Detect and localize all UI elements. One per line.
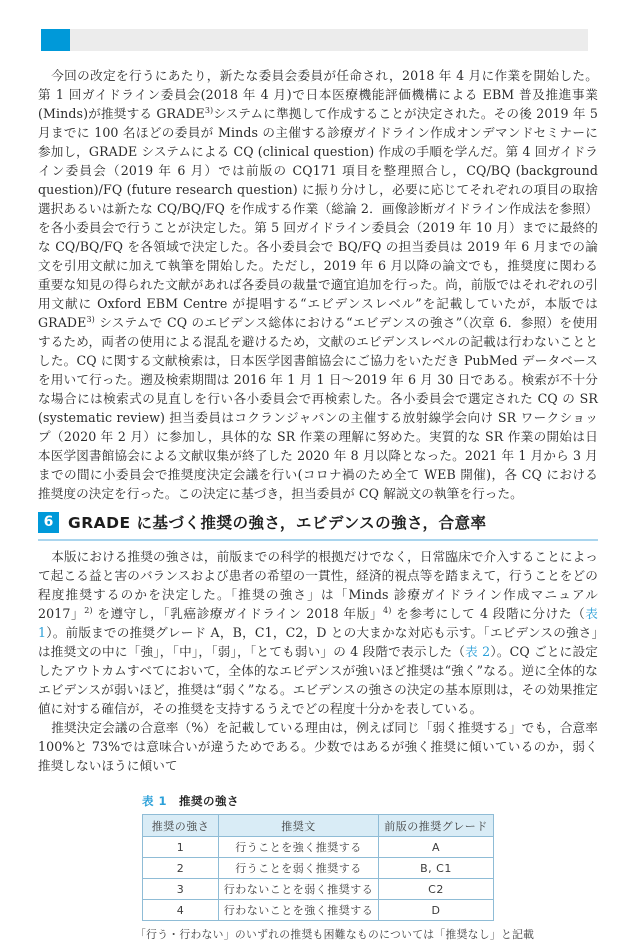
table-row: [143, 858, 494, 879]
paragraph-recommendation-strength: [38, 547, 598, 718]
paragraph-text: 推奨決定会議の合意率（%）を記載している理由は，例えば同じ「弱く推奨する」でも，合意率 100%と 73%では意味合いが違うためである。少数ではあるが強く推奨に傾いているのか，弱く推奨しないほうに傾いて: [38, 720, 598, 773]
cell-strength: 3: [143, 879, 219, 900]
paragraph-text: を遵守し，「乳癌診療ガイドライン 2018 年版」: [92, 606, 384, 621]
cell-strength: 4: [143, 900, 219, 921]
page-content: [38, 66, 598, 942]
cell-previous-grade: A: [379, 837, 494, 858]
paragraph-text: ）。前版までの推奨グレード A，B，C1，C2，D との大まかな対応も示す。「エビデンスの強さ」は推奨文の中に「強」，「中」，「弱」，「とても弱い」の 4 段階で表示した（: [38, 625, 598, 659]
paragraph-text: ）。CQ ごとに設定したアウトカムすべてにおいて，全体的なエビデンスが強いほど推奨は“強く”なる。逆に全体的なエビデンスが弱いほど，推奨は“弱く”なる。エビデンスの強さの決定の基本原則は，その効果推定値に対する確信が，その推奨を支持するうえでどの程度十分かを表している。: [38, 644, 598, 716]
section-title: GRADE に基づく推奨の強さ，エビデンスの強さ，合意率: [68, 514, 487, 532]
paragraph-agreement-rate: [38, 718, 598, 775]
header-accent-square: [41, 29, 70, 51]
paragraph-text: システムで CQ のエビデンス総体における“エビデンスの強さ”（次章 6．参照）を使用するため，両者の使用による混乱を避けるため，文献のエビデンスレベルの記載は行わないこととした。CQ に関する文献検索は，日本医学図書館協会にご協力をいただき PubMed データベースを用いて行った。遡及検索期間は 2016 年 1 月 1 日～2019 年 6 月 30 日である。検索が不十分な場合には検索式の見直しを行い各小委員会で再検索した。各小委員会で選定された CQ の SR (systematic review) 担当委員はコクランジャパンの主催する放射線学会向け SR ワークショップ（2020 年 2 月）に参加し，具体的な SR 作業の理解に努めた。実質的な SR 作業の開始は日本医学図書館協会による文献収集が終了した 2020 年 8 月以降となった。2021 年 1 月から 3 月までの間に小委員会で推奨度決定会議を行い(コロナ禍のため全て WEB 開催)，各 CQ における推奨度の決定を行った。この決定に基づき，担当委員が CQ 解説文の執筆を行った。: [38, 315, 598, 501]
citation-superscript: 3): [204, 105, 214, 115]
paragraph-text: 本版における推奨の強さは，前版までの科学的根拠だけでなく，日常臨床で介入することによって起こる益と害のバランスおよび患者の希望の一貫性，経済的視点等を踏まえて，行うことをどの程度推奨するのかを決定した。「推奨の強さ」は「Minds 診療ガイドライン作成マニュアル 2017」: [38, 549, 598, 621]
cell-statement: 行うことを弱く推奨する: [219, 858, 379, 879]
table-row: [143, 900, 494, 921]
table1-block: [135, 793, 535, 942]
recommendation-strength-table: [142, 814, 494, 921]
table-caption-title: 推奨の強さ: [179, 794, 240, 808]
cell-statement: 行わないことを強く推奨する: [219, 900, 379, 921]
table-row: [143, 837, 494, 858]
table-row: [143, 879, 494, 900]
cell-statement: 行わないことを弱く推奨する: [219, 879, 379, 900]
section-number-badge: 6: [38, 512, 59, 533]
paragraph-text: システムに準拠して作成することが決定された。その後 2019 年 5 月までに 100 名ほどの委員が Minds の主催する診療ガイドライン作成オンデマンドセミナーに参加し，GRADE システムによる CQ (clinical question) 作成の手順を学んだ。第 4 回ガイドライン委員会（2019 年 6 月）では前版の CQ171 項目を整理照合し，CQ/BQ (background question)/FQ (future research question) に振り分けし，必要に応じてそれぞれの項目の取捨選択あるいは新たな CQ/BQ/FQ を作成する作業（総論 2．画像診断ガイドライン作成法を参照）を各小委員会で行うことが決定した。第 5 回ガイドライン委員会（2019 年 10 月）までに最終的な CQ/BQ/FQ を各領域で決定した。各小委員会で BQ/FQ の担当委員は 2019 年 6 月までの論文を引用文献に加えて執筆を開始した。ただし，2019 年 6 月以降の論文でも，推奨度に関わる重要な知見の得られた文献があれば各委員の裁量で適宜追加を行った。尚，前版ではそれぞれの引用文献に Oxford EBM Centre が提唱する“エビデンスレベル”を記載していたが，本版では GRADE: [38, 106, 598, 330]
citation-superscript: 4): [383, 605, 392, 615]
paragraph-text: 今回の改定を行うにあたり，新たな委員会委員が任命され，2018 年 4 月に作業を開始した。第 1 回ガイドライン委員会(2018 年 4 月)で日本医療機能評価機構による EBM 普及推進事業(Minds)が推奨する GRADE: [38, 68, 598, 121]
section-heading: [38, 511, 598, 541]
cell-statement: 行うことを強く推奨する: [219, 837, 379, 858]
paragraph-revision-process: [38, 66, 598, 503]
header-gray-bar: [70, 29, 588, 51]
header-cell-strength: 推奨の強さ: [143, 815, 219, 837]
table-caption: [142, 793, 498, 809]
cell-strength: 2: [143, 858, 219, 879]
citation-superscript: 2): [84, 605, 93, 615]
table-caption-label: 表 1: [142, 794, 168, 808]
header-cell-previous-grade: 前版の推奨グレード: [379, 815, 494, 837]
cell-previous-grade: D: [379, 900, 494, 921]
table2-reference-link[interactable]: 表 2: [465, 644, 491, 659]
cell-strength: 1: [143, 837, 219, 858]
table1-reference-link[interactable]: 表 1: [38, 606, 598, 640]
cell-previous-grade: C2: [379, 879, 494, 900]
cell-previous-grade: B, C1: [379, 858, 494, 879]
table-header-row: [143, 815, 494, 837]
paragraph-text: を参考にして 4 段階に分けた（: [391, 606, 586, 621]
table-footnote: 「行う・行わない」のいずれの推奨も困難なものについては「推奨なし」と記載: [135, 928, 535, 941]
header-cell-statement: 推奨文: [219, 815, 379, 837]
chapter-header-band: [41, 29, 588, 51]
citation-superscript: 3): [86, 314, 95, 324]
